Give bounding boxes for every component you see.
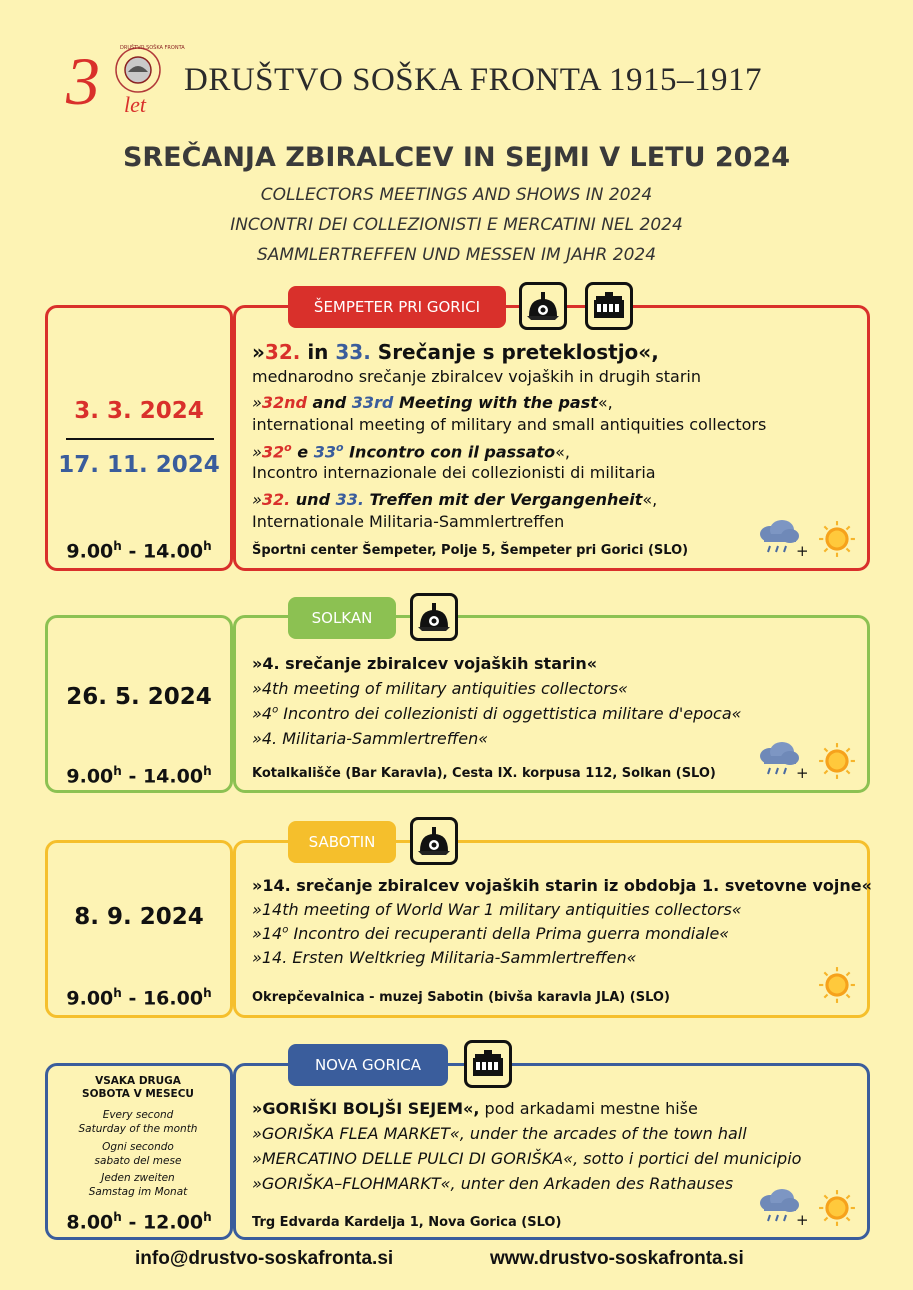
sun-icon	[818, 520, 856, 562]
frequency-it: Ogni secondo sabato del mese	[94, 1141, 182, 1167]
event-location: Športni center Šempeter, Polje 5, Šempeter pri Gorici (SLO)	[252, 543, 689, 558]
event-title-it: »MERCATINO DELLE PULCI DI GORIŠKA«, sotto i portici del municipio	[252, 1149, 802, 1168]
event-title-en: »14th meeting of World War 1 military antiquities collectors«	[252, 900, 742, 919]
event-location: Okrepčevalnica - muzej Sabotin (bivša karavla JLA) (SLO)	[252, 990, 670, 1005]
svg-text:DRUŠTVO SOŠKA FRONTA: DRUŠTVO SOŠKA FRONTA	[120, 45, 185, 51]
event-date: 17. 11. 2024	[58, 452, 220, 478]
event-location: Kotalkališče (Bar Karavla), Cesta IX. korpusa 112, Solkan (SLO)	[252, 766, 716, 781]
event-title-de: »14. Ersten Weltkrieg Militaria-Sammlertreffen«	[252, 948, 637, 967]
page-title: SREČANJA ZBIRALCEV IN SEJMI V LETU 2024	[122, 142, 791, 173]
event-subtitle-sl: mednarodno srečanje zbiralcev vojaških in drugih starin	[252, 367, 701, 386]
market-stall-icon	[464, 1040, 512, 1088]
event-title-de: »32. und 33. Treffen mit der Vergangenheit«,	[252, 490, 658, 509]
event-time: 9.00$^h$ - 16.00$^h$	[66, 986, 212, 1010]
event-subtitle-it: Incontro internazionale dei collezionisti di militaria	[252, 463, 656, 482]
event-title-en: »GORIŠKA FLEA MARKET«, under the arcades of the town hall	[252, 1124, 747, 1143]
event-title-en: »4th meeting of military antiquities collectors«	[252, 679, 628, 698]
event-title-it: »32$^o$ e 33$^o$ Incontro con il passato«,	[252, 441, 570, 462]
logo-subtext: let	[124, 92, 146, 117]
subtitle-it: INCONTRI DEI COLLEZIONISTI E MERCATINI NEL 2024	[230, 215, 683, 235]
organization-title: DRUŠTVO SOŠKA FRONTA 1915–1917	[184, 62, 763, 98]
contact-email-link[interactable]: info@drustvo-soskafronta.si	[135, 1248, 394, 1269]
frequency-en: Every second Saturday of the month	[78, 1109, 198, 1135]
event-date: 3. 3. 2024	[74, 398, 204, 424]
helmet-icon	[410, 593, 458, 641]
frequency-sl: VSAKA DRUGA SOBOTA V MESECU	[82, 1075, 194, 1100]
plus-sign: +	[796, 1211, 809, 1229]
subtitle-en: COLLECTORS MEETINGS AND SHOWS IN 2024	[260, 185, 653, 205]
event-title-en: »32nd and 33rd Meeting with the past«,	[252, 393, 613, 412]
event-subtitle-de: Internationale Militaria-Sammlertreffen	[252, 512, 565, 531]
event-date: 8. 9. 2024	[74, 904, 204, 930]
sun-icon	[818, 966, 856, 1008]
event-time: 9.00$^h$ - 14.00$^h$	[66, 539, 212, 563]
event-title-sl: »32. in 33. Srečanje s preteklostjo«,	[252, 340, 659, 364]
market-stall-icon	[585, 282, 633, 330]
frequency-de: Jeden zweiten Samstag im Monat	[88, 1172, 188, 1198]
event-place-label: NOVA GORICA	[288, 1044, 448, 1086]
event-subtitle-en: international meeting of military and small antiquities collectors	[252, 415, 767, 434]
event-title-sl: »14. srečanje zbiralcev vojaških starin iz obdobja 1. svetovne vojne«	[252, 876, 872, 895]
event-time: 8.00$^h$ - 12.00$^h$	[66, 1210, 212, 1234]
subtitle-de: SAMMLERTREFFEN UND MESSEN IM JAHR 2024	[256, 245, 657, 265]
plus-sign: +	[796, 764, 809, 782]
sun-icon	[818, 742, 856, 784]
event-location: Trg Edvarda Kardelja 1, Nova Gorica (SLO)	[252, 1215, 562, 1230]
logo-number: 3	[66, 43, 100, 119]
event-title-it: »14$^o$ Incontro dei recuperanti della Prima guerra mondiale«	[252, 924, 730, 943]
date-divider	[66, 438, 214, 440]
event-title-de: »4. Militaria-Sammlertreffen«	[252, 729, 489, 748]
event-place-label: SOLKAN	[288, 597, 396, 639]
website-link[interactable]: www.drustvo-soskafronta.si	[490, 1248, 744, 1269]
helmet-icon	[410, 817, 458, 865]
event-time: 9.00$^h$ - 14.00$^h$	[66, 764, 212, 788]
event-place-label: SABOTIN	[288, 821, 396, 863]
event-date: 26. 5. 2024	[66, 684, 212, 710]
association-logo	[66, 42, 185, 119]
event-title-sl: »4. srečanje zbiralcev vojaških starin«	[252, 654, 598, 673]
plus-sign: +	[796, 542, 809, 560]
sun-icon	[818, 1189, 856, 1231]
event-place-label: ŠEMPETER PRI GORICI	[288, 286, 506, 328]
helmet-icon	[519, 282, 567, 330]
event-title-it: »4$^o$ Incontro dei collezionisti di oggettistica militare d'epoca«	[252, 704, 742, 723]
event-title-de: »GORIŠKA–FLOHMARKT«, unter den Arkaden des Rathauses	[252, 1174, 734, 1193]
event-title-sl: »GORIŠKI BOLJŠI SEJEM«, pod arkadami mestne hiše	[252, 1099, 698, 1118]
